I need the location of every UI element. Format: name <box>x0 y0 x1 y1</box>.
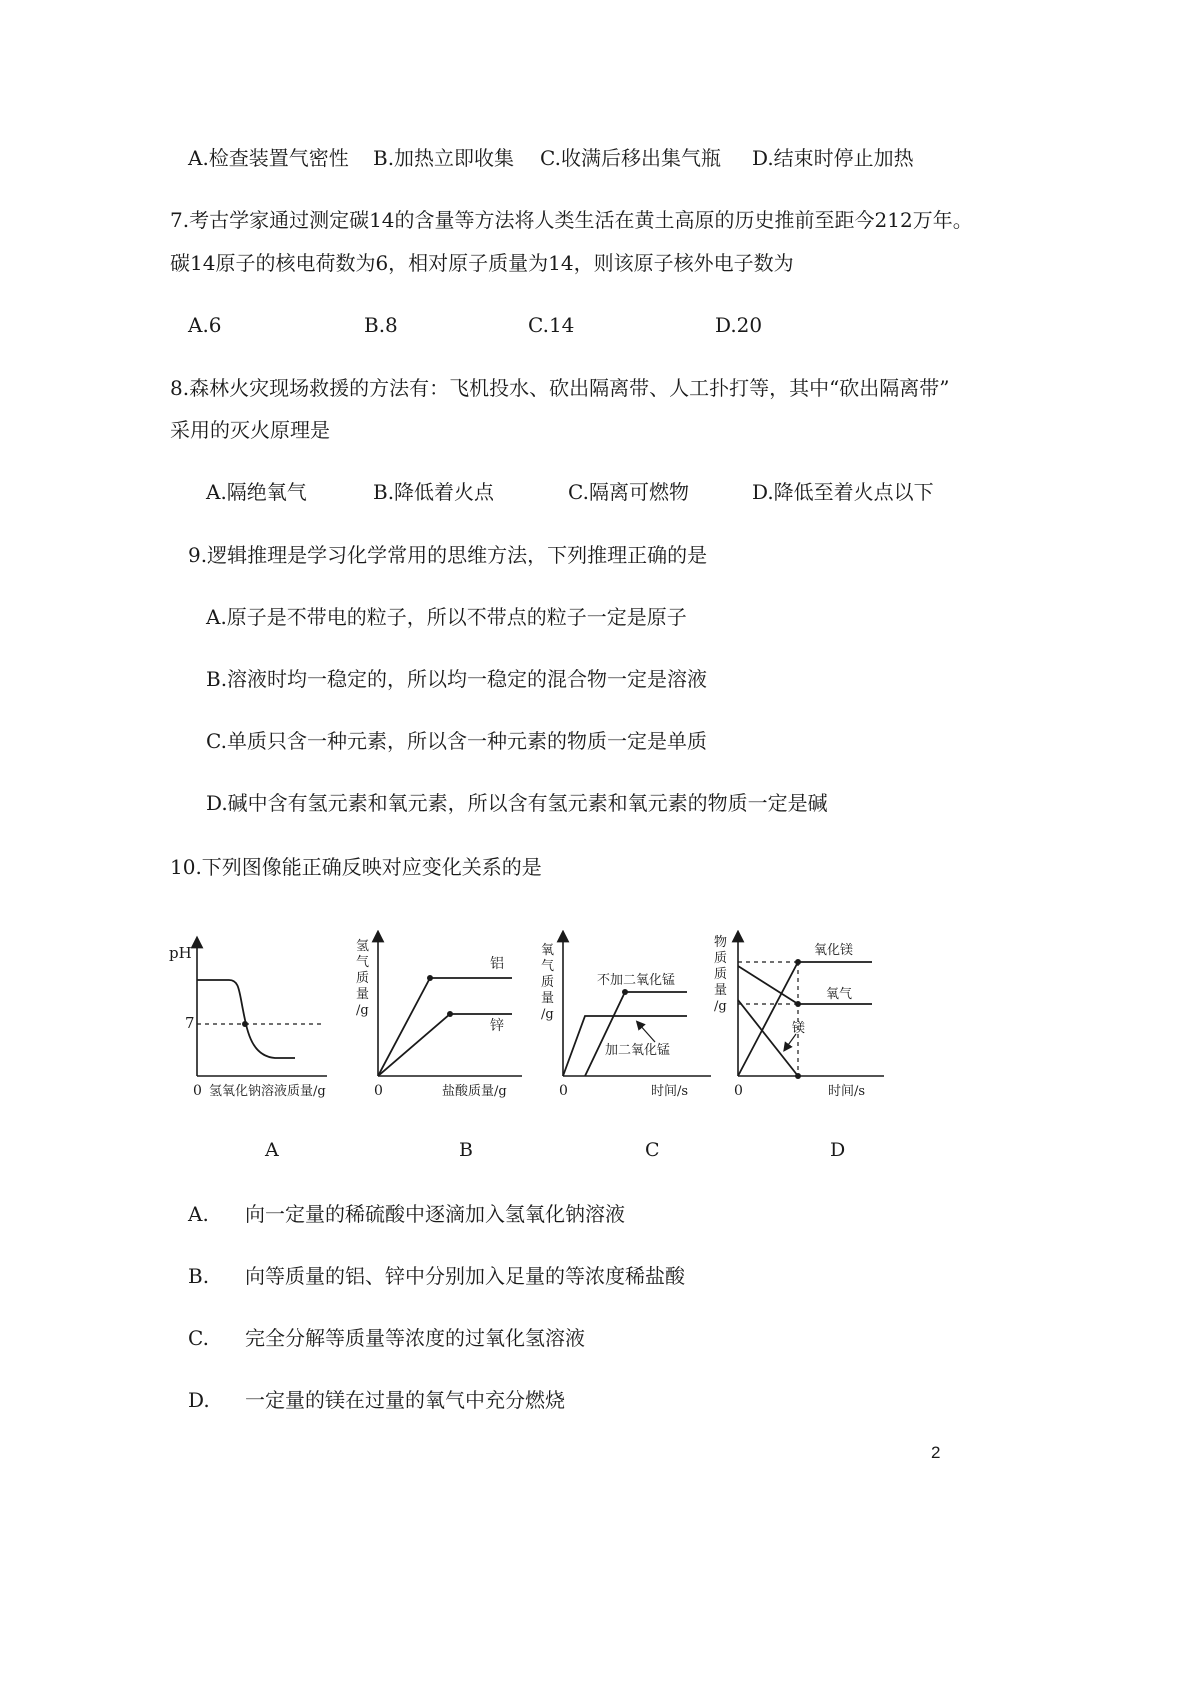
q6-option-a: A.检查装置气密性 <box>188 146 349 170</box>
graph-c-pointer-arrow <box>639 1024 655 1042</box>
graph-a-point <box>242 1021 248 1027</box>
graph-d-point-o2 <box>795 1001 801 1007</box>
graph-d-label-mgo: 氧化镁 <box>814 943 854 958</box>
q10-option-d-letter: D. <box>188 1388 210 1412</box>
graph-b-label-zn: 锌 <box>490 1018 504 1034</box>
q9-option-c: C.单质只含一种元素，所以含一种元素的物质一定是单质 <box>206 729 707 753</box>
graph-a-xlabel: 氢氧化钠溶液质量/g <box>209 1084 326 1099</box>
graph-a <box>165 930 335 1100</box>
graph-a-tick-7: 7 <box>185 1014 195 1032</box>
q7-stem-line1: 7.考古学家通过测定碳14的含量等方法将人类生活在黄土高原的历史推前至距今212万年。 <box>170 208 973 232</box>
q9-option-b: B.溶液时均一稳定的，所以均一稳定的混合物一定是溶液 <box>206 667 708 691</box>
graph-c-point <box>622 989 628 995</box>
graph-d-ylabel: 物质质量/g <box>714 935 728 1014</box>
q10-option-b-text: 向等质量的铝、锌中分别加入足量的等浓度稀盐酸 <box>245 1264 685 1288</box>
q8-option-c: C.隔离可燃物 <box>568 480 689 504</box>
graph-d-caption: D <box>830 1139 846 1161</box>
graph-d-origin: 0 <box>734 1083 743 1099</box>
graph-c-label-mno2: 加二氧化锰 <box>605 1043 671 1058</box>
graph-c-origin: 0 <box>559 1083 568 1099</box>
graph-b-point-al <box>427 975 433 981</box>
graph-a-caption: A <box>265 1139 279 1161</box>
q8-stem-line1: 8.森林火灾现场救援的方法有：飞机投水、砍出隔离带、人工扑打等，其中“砍出隔离带” <box>170 376 950 400</box>
q10-stem: 10.下列图像能正确反映对应变化关系的是 <box>170 855 542 879</box>
q8-option-d: D.降低至着火点以下 <box>752 480 934 504</box>
graph-c-xlabel: 时间/s <box>651 1084 689 1099</box>
graph-d-point-mg <box>795 1073 801 1079</box>
graph-c-caption: C <box>645 1139 660 1161</box>
q7-option-a: A.6 <box>188 313 222 337</box>
graph-d-label-o2: 氧气 <box>826 987 853 1002</box>
graph-b-caption: B <box>459 1139 473 1161</box>
q10-option-a-text: 向一定量的稀硫酸中逐滴加入氢氧化钠溶液 <box>245 1202 625 1226</box>
q8-option-b: B.降低着火点 <box>373 480 495 504</box>
graph-c-ylabel: 氧气质量/g <box>541 943 555 1022</box>
graph-b-ylabel: 氢气质量/g <box>356 939 370 1018</box>
graph-d-xlabel: 时间/s <box>828 1084 866 1099</box>
graph-b-origin: 0 <box>374 1083 383 1099</box>
page-number: 2 <box>931 1443 941 1462</box>
q9-option-d: D.碱中含有氢元素和氧元素，所以含有氢元素和氧元素的物质一定是碱 <box>206 791 828 815</box>
q10-option-a-letter: A. <box>188 1202 209 1226</box>
graph-b-point-zn <box>447 1011 453 1017</box>
graph-a-origin: 0 <box>193 1083 202 1099</box>
graph-d-line-mg <box>738 1000 798 1076</box>
q6-option-b: B.加热立即收集 <box>373 146 515 170</box>
graph-b <box>350 930 530 1100</box>
q6-option-d: D.结束时停止加热 <box>752 146 914 170</box>
q8-option-a: A.隔绝氧气 <box>206 480 307 504</box>
graph-b-label-al: 铝 <box>490 956 504 972</box>
graph-c <box>535 930 715 1100</box>
graph-d-point-mgo <box>795 959 801 965</box>
q7-stem-line2: 碳14原子的核电荷数为6，相对原子质量为14，则该原子核外电子数为 <box>170 251 794 275</box>
q6-option-c: C.收满后移出集气瓶 <box>540 146 721 170</box>
graph-d-label-mg: 镁 <box>792 1021 806 1036</box>
graph-c-label-no-mno2: 不加二氧化锰 <box>597 973 676 988</box>
q9-stem: 9.逻辑推理是学习化学常用的思维方法，下列推理正确的是 <box>188 543 708 567</box>
graph-a-curve <box>197 980 295 1058</box>
q7-option-d: D.20 <box>715 313 763 337</box>
q10-option-b-letter: B. <box>188 1264 210 1288</box>
graph-c-line-no-mno2 <box>585 992 687 1076</box>
graph-a-ylabel: pH <box>169 944 192 962</box>
graph-d <box>710 930 890 1100</box>
q10-option-c-letter: C. <box>188 1326 209 1350</box>
q8-stem-line2: 采用的灭火原理是 <box>170 418 330 442</box>
graph-d-pointer-arrow <box>786 1034 796 1048</box>
q9-option-a: A.原子是不带电的粒子，所以不带点的粒子一定是原子 <box>206 605 687 629</box>
q7-option-c: C.14 <box>528 313 575 337</box>
graph-b-xlabel: 盐酸质量/g <box>442 1084 507 1099</box>
q10-option-d-text: 一定量的镁在过量的氧气中充分燃烧 <box>245 1388 565 1412</box>
q10-option-c-text: 完全分解等质量等浓度的过氧化氢溶液 <box>245 1326 585 1350</box>
q7-option-b: B.8 <box>364 313 398 337</box>
